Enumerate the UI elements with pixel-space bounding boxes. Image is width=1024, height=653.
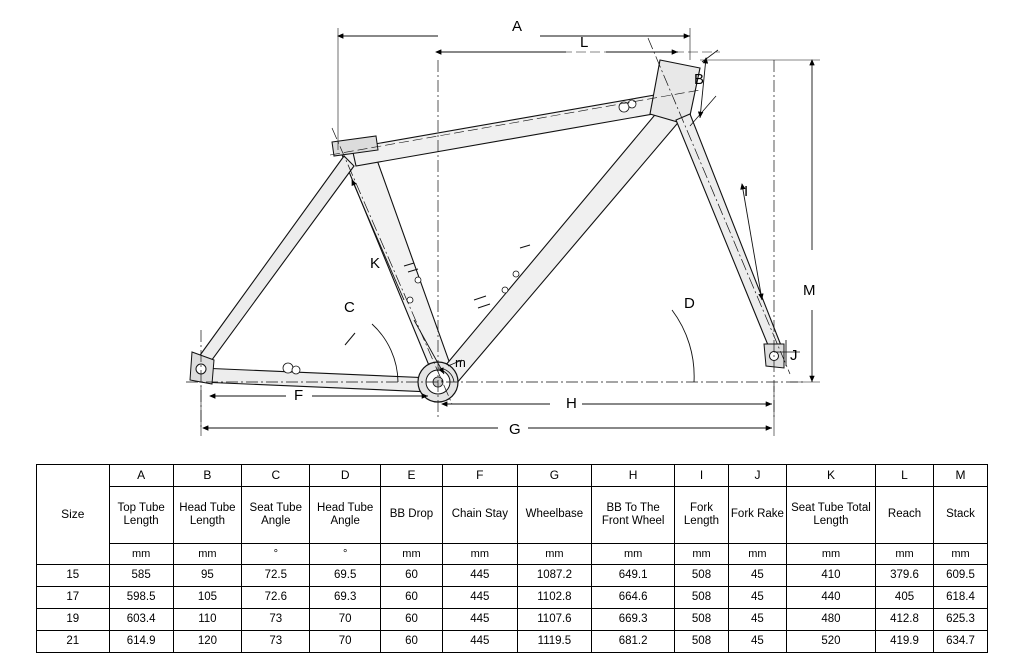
cell-e: 60: [380, 587, 442, 609]
table-row-letters: [37, 465, 988, 487]
cell-k: 410: [786, 565, 875, 587]
name-head-tube-angle: Head Tube Angle: [310, 487, 380, 544]
table-row: [37, 565, 988, 587]
callout-E: m: [455, 355, 466, 370]
letter-f: F: [443, 465, 518, 487]
callout-L: L: [580, 34, 589, 51]
letter-e: E: [380, 465, 442, 487]
callout-A: A: [512, 18, 523, 35]
table-row: [37, 587, 988, 609]
callout-I: I: [744, 183, 749, 200]
cell-f: 445: [443, 631, 518, 653]
unit-i: mm: [675, 544, 729, 565]
name-reach: Reach: [876, 487, 934, 544]
name-fork-rake: Fork Rake: [728, 487, 786, 544]
name-fork-length: Fork Length: [675, 487, 729, 544]
name-wheelbase: Wheelbase: [517, 487, 592, 544]
unit-d: °: [310, 544, 380, 565]
unit-e: mm: [380, 544, 442, 565]
cell-e: 60: [380, 631, 442, 653]
cell-k: 520: [786, 631, 875, 653]
cell-i: 508: [675, 587, 729, 609]
name-seat-tube-total-length: Seat Tube Total Length: [786, 487, 875, 544]
cell-b: 120: [173, 631, 241, 653]
cell-l: 379.6: [876, 565, 934, 587]
cell-i: 508: [675, 565, 729, 587]
letter-h: H: [592, 465, 675, 487]
unit-c: °: [242, 544, 310, 565]
cell-m: 625.3: [934, 609, 988, 631]
cell-b: 95: [173, 565, 241, 587]
callout-K: K: [370, 255, 381, 272]
unit-b: mm: [173, 544, 241, 565]
cell-h: 664.6: [592, 587, 675, 609]
cell-i: 508: [675, 631, 729, 653]
callout-C: C: [344, 299, 355, 316]
cell-h: 649.1: [592, 565, 675, 587]
cell-h: 669.3: [592, 609, 675, 631]
cell-g: 1087.2: [517, 565, 592, 587]
table-row-units: [37, 544, 988, 565]
cell-d: 70: [310, 631, 380, 653]
unit-l: mm: [876, 544, 934, 565]
cell-k: 480: [786, 609, 875, 631]
table-row-names: [37, 487, 988, 544]
letter-i: I: [675, 465, 729, 487]
row-size: 19: [37, 609, 110, 631]
cell-m: 618.4: [934, 587, 988, 609]
name-top-tube-length: Top Tube Length: [109, 487, 173, 544]
cell-c: 73: [242, 631, 310, 653]
cell-a: 614.9: [109, 631, 173, 653]
cell-e: 60: [380, 609, 442, 631]
name-bb-to-front-wheel: BB To The Front Wheel: [592, 487, 675, 544]
geometry-spec-table: [36, 464, 988, 653]
cell-i: 508: [675, 609, 729, 631]
cell-l: 412.8: [876, 609, 934, 631]
table-row: [37, 609, 988, 631]
cell-j: 45: [728, 631, 786, 653]
header-size: Size: [37, 465, 110, 565]
unit-h: mm: [592, 544, 675, 565]
letter-l: L: [876, 465, 934, 487]
unit-f: mm: [443, 544, 518, 565]
spec-table: [36, 464, 988, 653]
cell-l: 419.9: [876, 631, 934, 653]
callout-M: M: [803, 282, 816, 299]
cell-a: 603.4: [109, 609, 173, 631]
callout-J: J: [790, 347, 798, 364]
cell-l: 405: [876, 587, 934, 609]
cell-c: 72.6: [242, 587, 310, 609]
cell-c: 73: [242, 609, 310, 631]
name-chain-stay: Chain Stay: [443, 487, 518, 544]
cell-k: 440: [786, 587, 875, 609]
row-size: 21: [37, 631, 110, 653]
cell-f: 445: [443, 609, 518, 631]
cell-m: 634.7: [934, 631, 988, 653]
cell-b: 105: [173, 587, 241, 609]
cell-m: 609.5: [934, 565, 988, 587]
callout-H: H: [566, 395, 577, 412]
cell-c: 72.5: [242, 565, 310, 587]
callout-B: B: [694, 71, 705, 88]
name-seat-tube-angle: Seat Tube Angle: [242, 487, 310, 544]
cell-j: 45: [728, 565, 786, 587]
unit-a: mm: [109, 544, 173, 565]
cell-d: 69.5: [310, 565, 380, 587]
cell-f: 445: [443, 565, 518, 587]
cell-a: 598.5: [109, 587, 173, 609]
letter-k: K: [786, 465, 875, 487]
unit-g: mm: [517, 544, 592, 565]
unit-j: mm: [728, 544, 786, 565]
cell-e: 60: [380, 565, 442, 587]
cell-d: 70: [310, 609, 380, 631]
row-size: 15: [37, 565, 110, 587]
cell-g: 1119.5: [517, 631, 592, 653]
callout-G: G: [509, 421, 521, 438]
cell-g: 1107.6: [517, 609, 592, 631]
callout-D: D: [684, 295, 695, 312]
letter-d: D: [310, 465, 380, 487]
cell-h: 681.2: [592, 631, 675, 653]
cell-b: 110: [173, 609, 241, 631]
letter-m: M: [934, 465, 988, 487]
cell-a: 585: [109, 565, 173, 587]
letter-g: G: [517, 465, 592, 487]
letter-a: A: [109, 465, 173, 487]
row-size: 17: [37, 587, 110, 609]
cell-j: 45: [728, 587, 786, 609]
cell-f: 445: [443, 587, 518, 609]
unit-m: mm: [934, 544, 988, 565]
cell-d: 69.3: [310, 587, 380, 609]
name-bb-drop: BB Drop: [380, 487, 442, 544]
callout-F: F: [294, 387, 304, 404]
name-stack: Stack: [934, 487, 988, 544]
unit-k: mm: [786, 544, 875, 565]
letter-j: J: [728, 465, 786, 487]
letter-b: B: [173, 465, 241, 487]
name-head-tube-length: Head Tube Length: [173, 487, 241, 544]
cell-j: 45: [728, 609, 786, 631]
cell-g: 1102.8: [517, 587, 592, 609]
letter-c: C: [242, 465, 310, 487]
table-row: [37, 631, 988, 653]
